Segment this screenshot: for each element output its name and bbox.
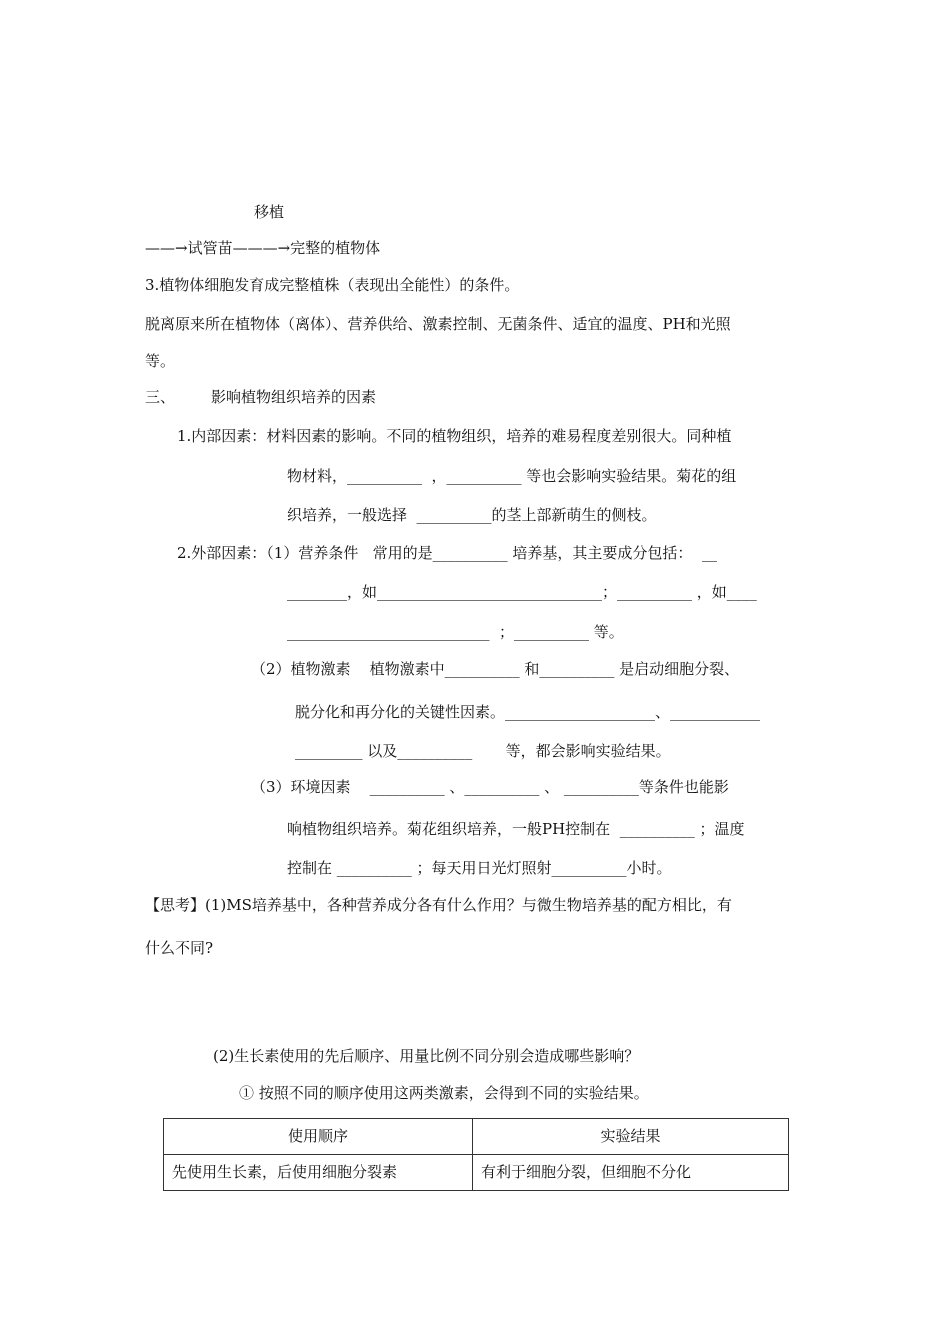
hormone-line2: 脱分化和再分化的关键性因素。____________________、____________: [295, 703, 761, 721]
table-header-result: 实验结果: [473, 1119, 789, 1155]
external-line2: ________，如______________________________；__________ ，如____: [287, 583, 757, 601]
conditions-body-line2: 等。: [145, 352, 176, 370]
hormone-line1: （2）植物激素 植物激素中__________ 和__________ 是启动细胞分裂、: [251, 660, 740, 678]
table-cell-order: 先使用生长素，后使用细胞分裂素: [164, 1155, 473, 1191]
table-header-order: 使用顺序: [164, 1119, 473, 1155]
result-table: [163, 1118, 789, 1191]
external-line3: ___________________________ ；__________ 等。: [287, 623, 624, 641]
external-line1: 2.外部因素：（1）营养条件 常用的是__________ 培养基，其主要成分包括： __: [177, 544, 717, 562]
table-cell-result: 有利于细胞分裂，但细胞不分化: [473, 1155, 789, 1191]
table-header-row: [164, 1119, 789, 1155]
section-three-number: 三、: [145, 388, 176, 406]
flow-chain: ——→试管苗———→完整的植物体: [145, 239, 381, 257]
flow-label-transplant: 移植: [254, 203, 285, 221]
internal-line1: 1.内部因素：材料因素的影响。不同的植物组织，培养的难易程度差别很大。同种植: [177, 427, 732, 445]
internal-line3: 织培养，一般选择 __________的茎上部新萌生的侧枝。: [287, 506, 657, 524]
think-q1-line2: 什么不同?: [145, 939, 214, 957]
think-q2: (2)生长素使用的先后顺序、用量比例不同分别会造成哪些影响？: [213, 1047, 640, 1065]
think-q2-sub: ① 按照不同的顺序使用这两类激素，会得到不同的实验结果。: [239, 1084, 649, 1102]
hormone-line3: _________ 以及__________ 等，都会影响实验结果。: [295, 742, 671, 760]
table-row: [164, 1155, 789, 1191]
section-three-title: 影响植物组织培养的因素: [211, 388, 377, 406]
think-q1-line1: 【思考】(1)MS培养基中，各种营养成分各有什么作用？与微生物培养基的配方相比，有: [145, 896, 732, 914]
conditions-body-line1: 脱离原来所在植物体（离体）、营养供给、激素控制、无菌条件、适宜的温度、PH和光照: [145, 315, 731, 333]
env-line3: 控制在 __________ ；每天用日光灯照射__________小时。: [287, 859, 672, 877]
conditions-heading: 3.植物体细胞发育成完整植株（表现出全能性）的条件。: [145, 276, 520, 294]
env-line1: （3）环境因素 __________ 、__________ 、 __________等条件也能影: [251, 778, 729, 796]
env-line2: 响植物组织培养。菊花组织培养，一般PH控制在 __________ ；温度: [287, 820, 745, 838]
internal-line2: 物材料，__________ ，__________ 等也会影响实验结果。菊花的组: [287, 467, 737, 485]
